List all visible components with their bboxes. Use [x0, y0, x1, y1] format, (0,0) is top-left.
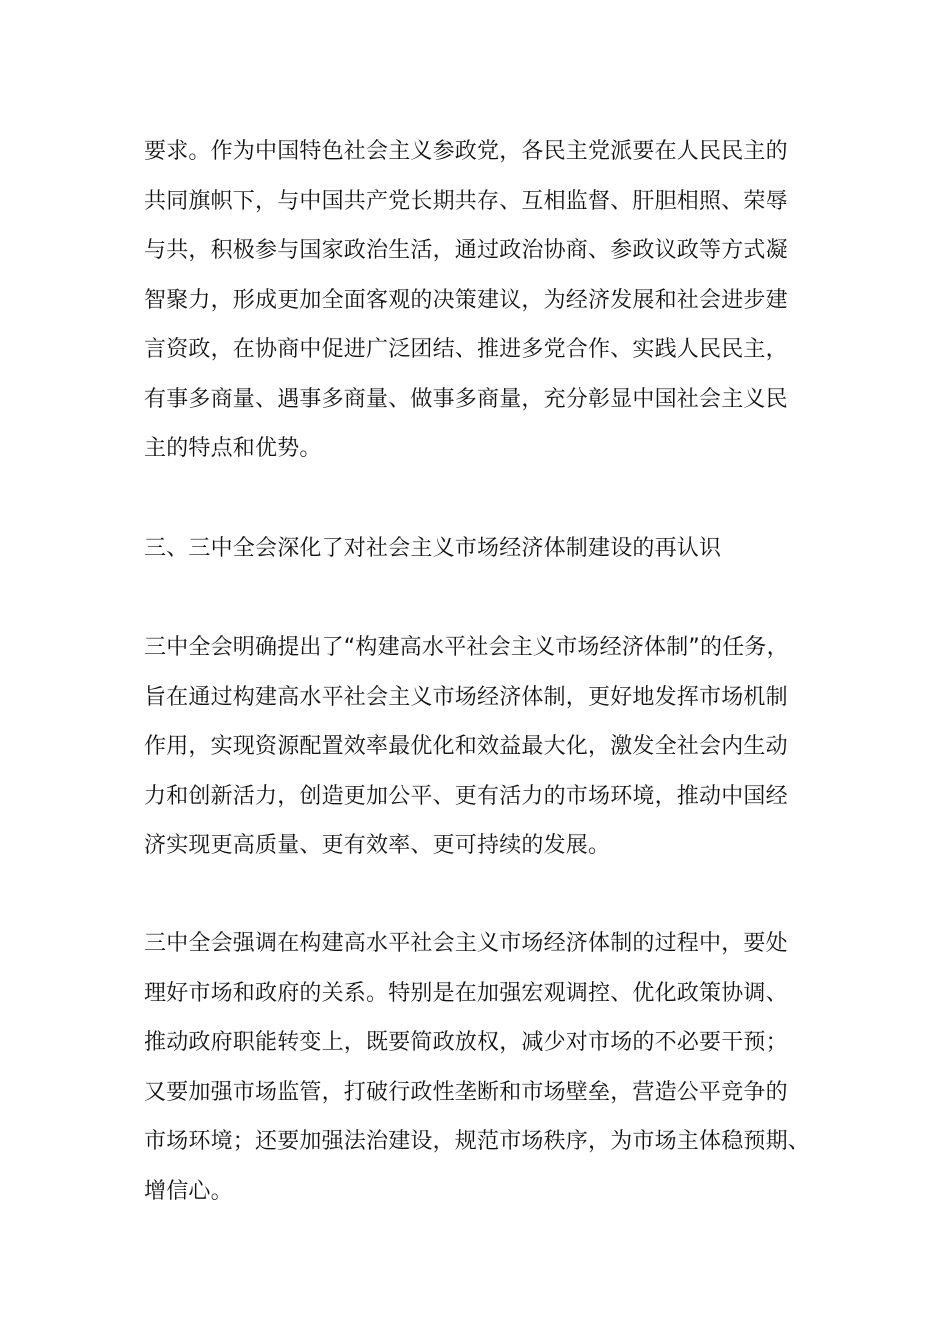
text-line: 三中全会强调在构建高水平社会主义市场经济体制的过程中，要处: [144, 931, 788, 956]
paragraph-market-economy-task: [144, 623, 824, 871]
text-line: 主的特点和优势。: [144, 436, 322, 461]
text-line: 推动政府职能转变上，既要简政放权，减少对市场的不必要干预；: [144, 1030, 788, 1055]
text-line: 又要加强市场监管，打破行政性垄断和市场壁垒，营造公平竞争的: [144, 1079, 788, 1105]
text-line: 理好市场和政府的关系。特别是在加强宏观调控、优化政策协调、: [144, 980, 788, 1006]
section-heading-text: 三、三中全会深化了对社会主义市场经济体制建设的再认识: [144, 536, 722, 561]
text-line: 智聚力，形成更加全面客观的决策建议，为经济发展和社会进步建: [144, 287, 788, 313]
section-heading-3: [144, 524, 824, 574]
text-line: 要求。作为中国特色社会主义参政党，各民主党派要在人民民主的: [144, 139, 788, 164]
text-line: 与共，积极参与国家政治生活，通过政治协商、参政议政等方式凝: [144, 238, 788, 263]
text-line: 有事多商量、遇事多商量、做事多商量，充分彰显中国社会主义民: [144, 386, 788, 412]
paragraph-market-government-relation: [144, 919, 824, 1216]
text-line: 增信心。: [144, 1178, 233, 1204]
text-line: 三中全会明确提出了“构建高水平社会主义市场经济体制”的任务，: [144, 635, 789, 660]
text-line: 济实现更高质量、更有效率、更可持续的发展。: [144, 833, 611, 858]
text-line: 旨在通过构建高水平社会主义市场经济体制，更好地发挥市场机制: [144, 684, 788, 710]
text-line: 力和创新活力，创造更加公平、更有活力的市场环境，推动中国经: [144, 783, 788, 809]
text-line: 言资政，在协商中促进广泛团结、推进多党合作、实践人民民主，: [144, 337, 788, 362]
text-line: 市场环境；还要加强法治建设，规范市场秩序，为市场主体稳预期、: [144, 1129, 811, 1154]
paragraph-party-cooperation: [144, 127, 824, 474]
text-line: 作用，实现资源配置效率最优化和效益最大化，激发全社会内生动: [144, 734, 788, 759]
text-line: 共同旗帜下，与中国共产党长期共存、互相监督、肝胆相照、荣辱: [144, 188, 788, 214]
